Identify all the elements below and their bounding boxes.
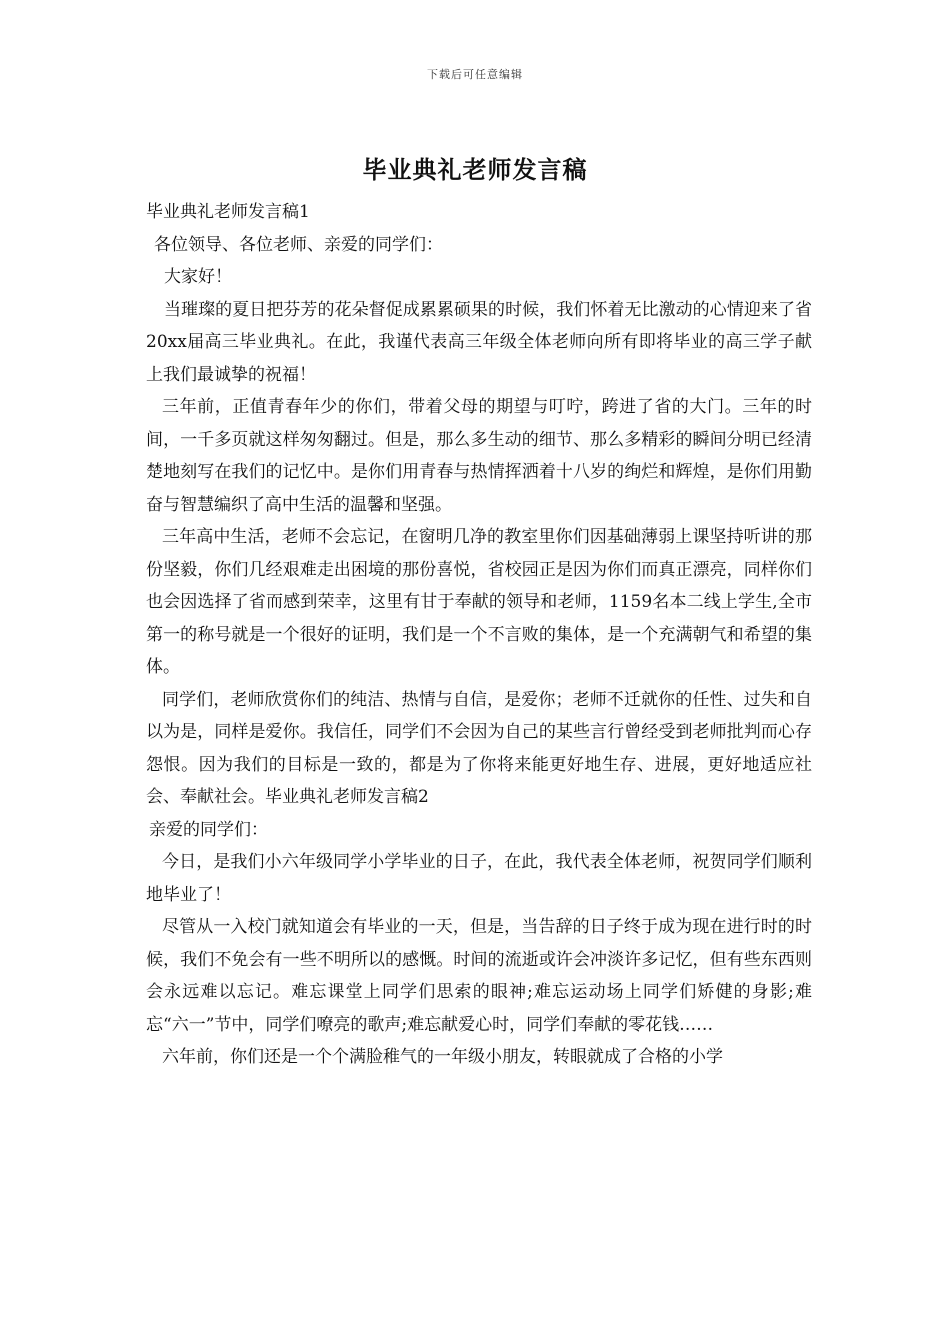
paragraph: 今日，是我们小六年级同学小学毕业的日子，在此，我代表全体老师，祝贺同学们顺利地毕业了！ (146, 852, 812, 905)
paragraph: 三年前，正值青春年少的你们，带着父母的期望与叮咛，跨进了省的大门。三年的时间，一千多页就这样匆匆翻过。但是，那么多生动的细节、那么多精彩的瞬间分明已经清楚地刻写在我们的记忆中。是你们用青春与热情挥洒着十八岁的绚烂和辉煌，是你们用勤奋与智慧编织了高中生活的温馨和坚强。 (146, 397, 812, 515)
paragraph: 当璀璨的夏日把芬芳的花朵督促成累累硕果的时候，我们怀着无比激动的心情迎来了省20xx届高三毕业典礼。在此，我谨代表高三年级全体老师向所有即将毕业的高三学子献上我们最诚挚的祝福！ (146, 299, 812, 385)
salutation-2: 亲爱的同学们： (149, 819, 268, 840)
greeting: 大家好！ (164, 267, 232, 287)
header-note: 下载后可任意编辑 (427, 68, 523, 81)
salutation: 各位领导、各位老师、亲爱的同学们： (154, 234, 443, 255)
paragraph: 同学们，老师欣赏你们的纯洁、热情与自信，是爱你；老师不迁就你的任性、过失和自以为是，同样是爱你。我信任，同学们不会因为自己的某些言行曾经受到老师批判而心存怨恨。因为我们的目标是一致的，都是为了你将来能更好地生存、进展，更好地适应社会、奉献社会。毕业典礼老师发言稿2 (146, 689, 812, 807)
section-heading-1: 毕业典礼老师发言稿1 (146, 202, 310, 222)
paragraph: 三年高中生活，老师不会忘记，在窗明几净的教室里你们因基础薄弱上课坚持听讲的那份坚毅，你们几经艰难走出困境的那份喜悦，省校园正是因为你们而真正漂亮，同样你们也会因选择了省而感到荣幸，这里有甘于奉献的领导和老师，1159名本二线上学生,全市第一的称号就是一个很好的证明，我们是一个不言败的集体，是一个充满朝气和希望的集体。 (146, 527, 812, 677)
document-title: 毕业典礼老师发言稿 (362, 155, 588, 184)
document-body (146, 196, 812, 1074)
paragraph: 六年前，你们还是一个个满脸稚气的一年级小朋友，转眼就成了合格的小学 (162, 1047, 723, 1067)
paragraph: 尽管从一入校门就知道会有毕业的一天，但是，当告辞的日子终于成为现在进行时的时候，我们不免会有一些不明所以的感慨。时间的流逝或许会冲淡许多记忆，但有些东西则会永远难以忘记。难忘课堂上同学们思索的眼神;难忘运动场上同学们矫健的身影;难忘“六一”节中，同学们嘹亮的歌声;难忘献爱心时，同学们奉献的零花钱…… (146, 917, 812, 1035)
